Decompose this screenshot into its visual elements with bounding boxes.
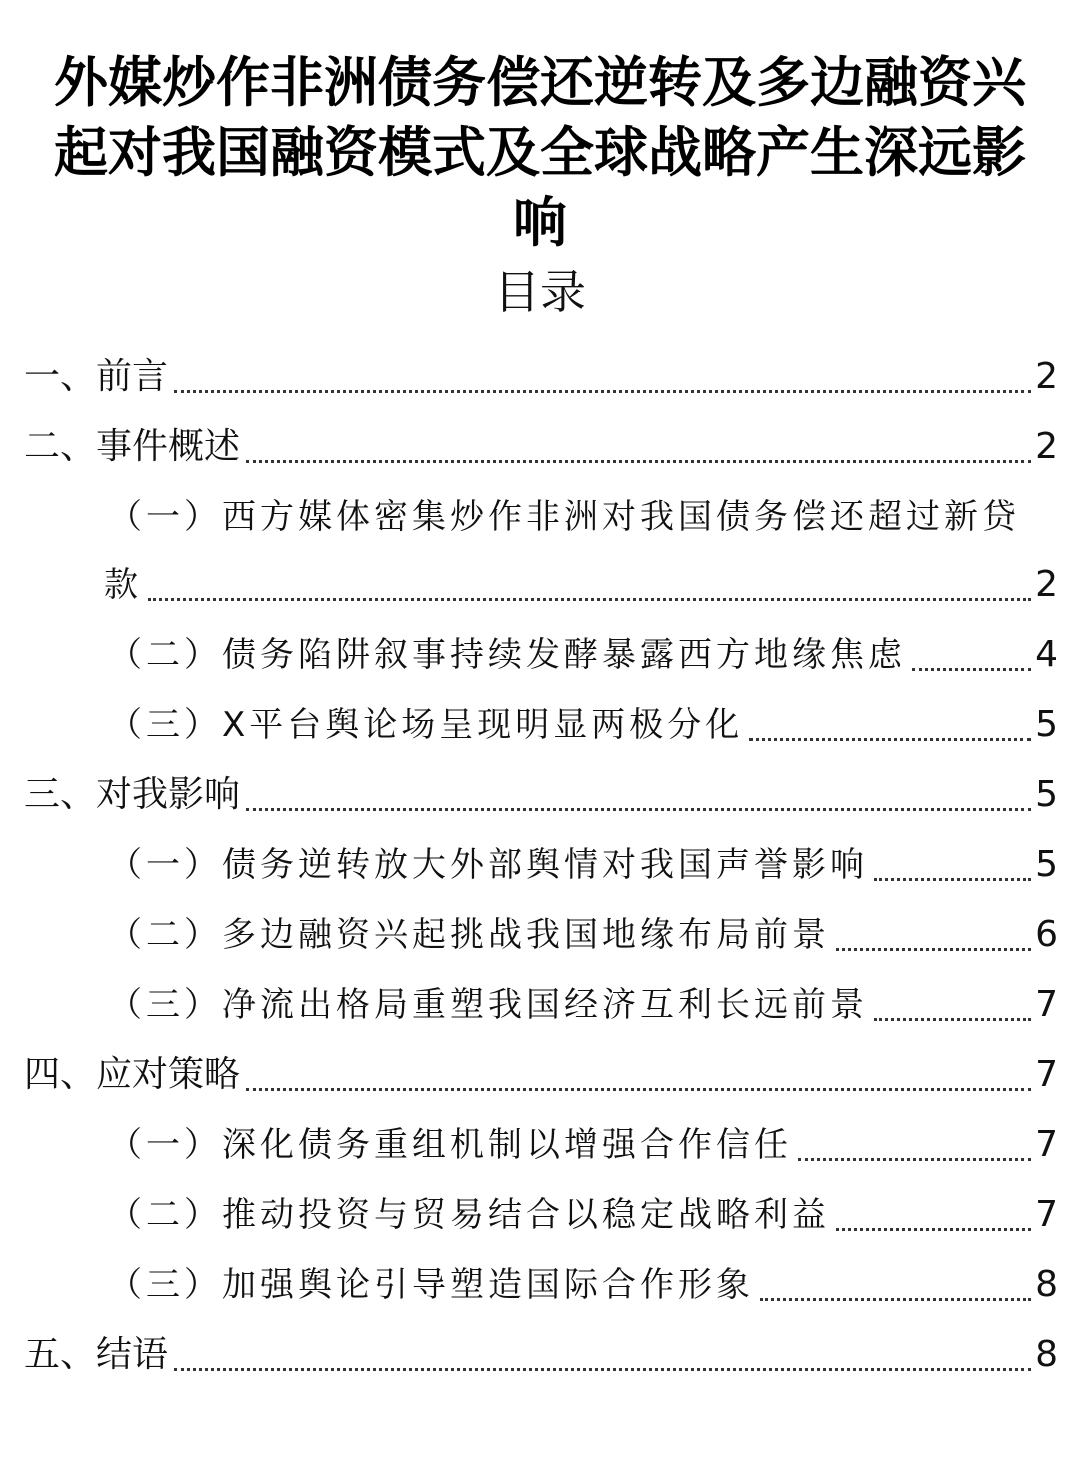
toc-leader-dots — [874, 1018, 1031, 1021]
toc-entry-label: （二）推动投资与贸易结合以稳定战略利益 — [108, 1195, 830, 1235]
toc-page-number: 2 — [1035, 426, 1058, 467]
toc-entry-overview[interactable] — [24, 420, 1058, 474]
toc-leader-dots — [246, 460, 1031, 463]
toc-leader-dots — [749, 738, 1031, 741]
toc-leader-dots — [836, 1228, 1031, 1231]
toc-entry-impact[interactable] — [24, 768, 1058, 822]
toc-entry-label: （三）加强舆论引导塑造国际合作形象 — [108, 1265, 754, 1305]
toc-leader-dots — [760, 1298, 1031, 1301]
toc-entry-label: 三、对我影响 — [24, 774, 241, 815]
toc-entry-debt-restructuring[interactable] — [108, 1118, 1058, 1172]
toc-entry-net-outflow[interactable] — [108, 978, 1058, 1032]
toc-entry-label: （三）X平台舆论场呈现明显两极分化 — [108, 705, 744, 745]
toc-page-number: 4 — [1035, 634, 1058, 675]
toc-entry-label: 款 — [104, 565, 142, 605]
toc-page-number: 7 — [1035, 1124, 1058, 1165]
toc-entry-preface[interactable] — [24, 350, 1058, 404]
toc-leader-dots — [836, 948, 1031, 951]
toc-page-number: 8 — [1035, 1264, 1058, 1305]
toc-entry-western-media-line2[interactable] — [104, 558, 1058, 612]
toc-entry-label: （二）债务陷阱叙事持续发酵暴露西方地缘焦虑 — [108, 635, 906, 675]
toc-page-number: 7 — [1035, 1194, 1058, 1235]
toc-leader-dots — [246, 808, 1031, 811]
toc-entry-label: （三）净流出格局重塑我国经济互利长远前景 — [108, 985, 868, 1025]
toc-page-number: 7 — [1035, 1054, 1058, 1095]
toc-entry-label: 二、事件概述 — [24, 426, 241, 467]
toc-page-number: 5 — [1035, 844, 1058, 885]
toc-page-number: 8 — [1035, 1334, 1058, 1375]
toc-leader-dots — [874, 878, 1031, 881]
toc-entry-debt-trap[interactable] — [108, 628, 1058, 682]
toc-entry-investment-trade[interactable] — [108, 1188, 1058, 1242]
toc-leader-dots — [246, 1088, 1031, 1091]
toc-page-number: 5 — [1035, 774, 1058, 815]
toc-entry-western-media-line1[interactable]: （一）西方媒体密集炒作非洲对我国债务偿还超过新贷 — [108, 497, 1020, 537]
document-title: 外媒炒作非洲债务偿还逆转及多边融资兴起对我国融资模式及全球战略产生深远影响 — [54, 51, 1026, 254]
toc-leader-dots — [174, 1368, 1031, 1371]
toc-leader-dots — [174, 390, 1031, 393]
toc-page-number: 6 — [1035, 914, 1058, 955]
toc-entry-conclusion[interactable] — [24, 1328, 1058, 1382]
toc-entry-label: 四、应对策略 — [24, 1054, 241, 1095]
toc-entry-label: 五、结语 — [24, 1334, 169, 1375]
toc-entry-label: （一）债务逆转放大外部舆情对我国声誉影响 — [108, 845, 868, 885]
toc-page-number: 2 — [1035, 564, 1058, 605]
toc-entry-debt-reversal[interactable] — [108, 838, 1058, 892]
toc-page-number: 5 — [1035, 704, 1058, 745]
toc-leader-dots — [148, 598, 1031, 601]
toc-heading: 目录 — [494, 265, 586, 319]
toc-entry-label: （一）深化债务重组机制以增强合作信任 — [108, 1125, 792, 1165]
toc-entry-x-platform[interactable] — [108, 698, 1058, 752]
toc-entry-multilateral-financing[interactable] — [108, 908, 1058, 962]
toc-leader-dots — [912, 668, 1031, 671]
toc-leader-dots — [798, 1158, 1031, 1161]
toc-page-number: 7 — [1035, 984, 1058, 1025]
toc-entry-label: 一、前言 — [24, 356, 169, 397]
toc-entry-label: （二）多边融资兴起挑战我国地缘布局前景 — [108, 915, 830, 955]
toc-page-number: 2 — [1035, 356, 1058, 397]
toc-entry-strategy[interactable] — [24, 1048, 1058, 1102]
toc-entry-public-opinion[interactable] — [108, 1258, 1058, 1312]
